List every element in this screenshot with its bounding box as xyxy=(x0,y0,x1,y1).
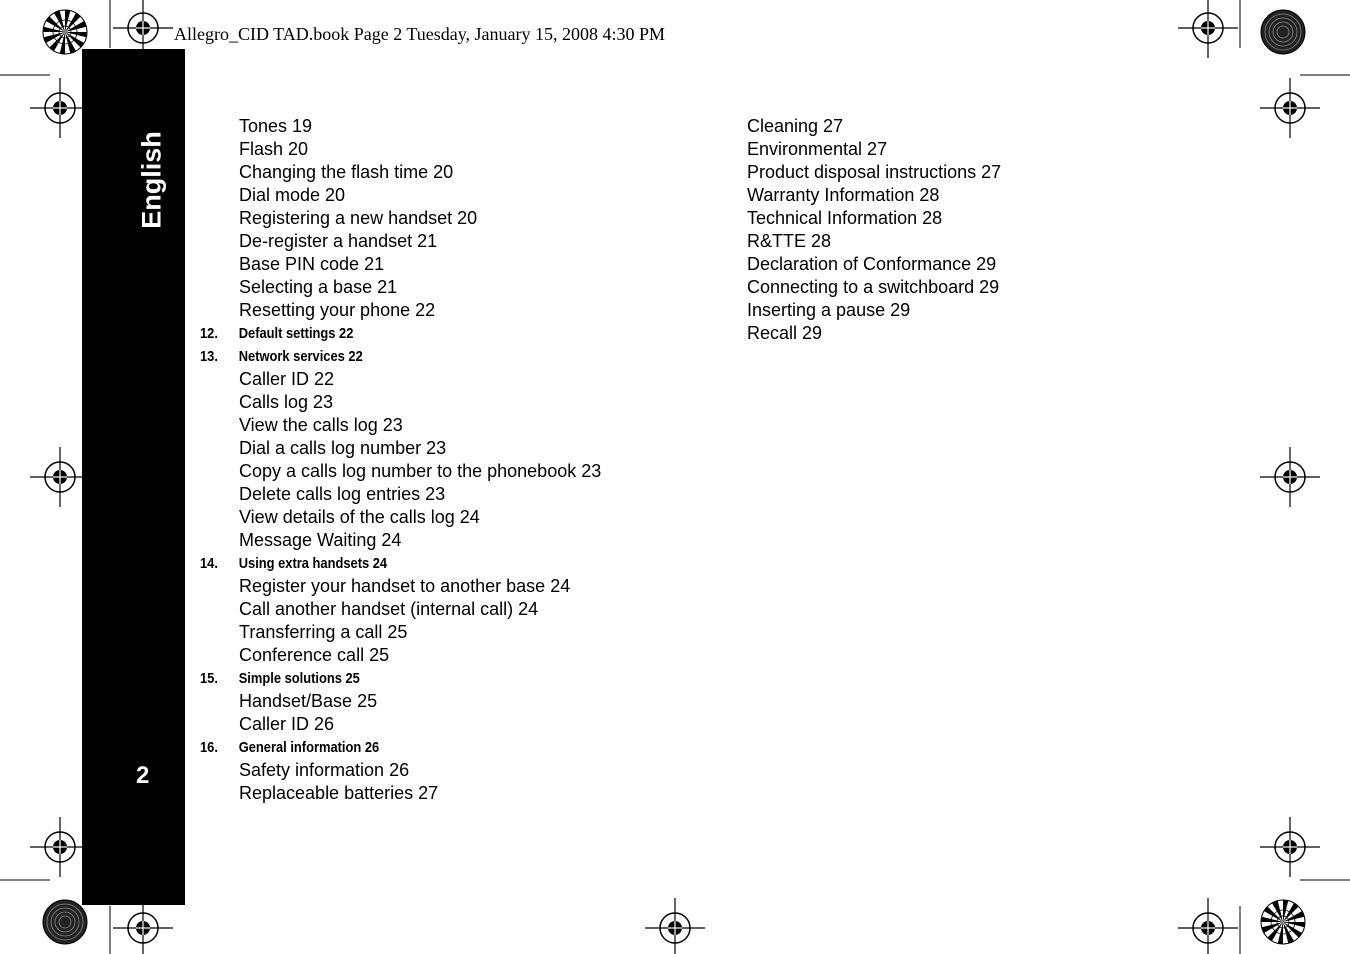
toc-entry: Call another handset (internal call) 24 xyxy=(239,599,539,619)
toc-entry: R&TTE 28 xyxy=(747,231,832,251)
toc-entry: Dial mode 20 xyxy=(239,185,346,205)
toc-entry: Message Waiting 24 xyxy=(239,530,402,550)
toc-section-heading xyxy=(200,322,545,345)
toc-entry: Connecting to a switchboard 29 xyxy=(747,277,1000,297)
toc-section-title: General information 26 xyxy=(238,739,380,756)
toc-section-number: 13. xyxy=(200,348,218,365)
sidebar-language-label: English xyxy=(136,131,167,229)
toc-entry: Warranty Information 28 xyxy=(747,185,940,205)
toc-entry: Flash 20 xyxy=(239,139,309,159)
toc-entry: Dial a calls log number 23 xyxy=(239,438,447,458)
toc-section-heading xyxy=(200,667,545,690)
toc-entry: Caller ID 26 xyxy=(239,714,335,734)
toc-entry: Changing the flash time 20 xyxy=(239,162,454,182)
toc-left-column xyxy=(200,115,601,805)
toc-section-heading xyxy=(200,552,545,575)
toc-entry: Inserting a pause 29 xyxy=(747,300,911,320)
toc-entry: Registering a new handset 20 xyxy=(239,208,478,228)
toc-entry: Handset/Base 25 xyxy=(239,691,378,711)
toc-entry: Calls log 23 xyxy=(239,392,334,412)
toc-entry: Safety information 26 xyxy=(239,760,410,780)
toc-entry: Product disposal instructions 27 xyxy=(747,162,1002,182)
toc-entry: Register your handset to another base 24 xyxy=(239,576,571,596)
toc-section-number: 12. xyxy=(200,325,218,342)
toc-entry: Declaration of Conformance 29 xyxy=(747,254,997,274)
toc-right-column xyxy=(747,115,1001,345)
toc-entry: Conference call 25 xyxy=(239,645,390,665)
toc-entry: Caller ID 22 xyxy=(239,369,335,389)
toc-entry: Selecting a base 21 xyxy=(239,277,398,297)
toc-entry: De-register a handset 21 xyxy=(239,231,438,251)
toc-entry: Tones 19 xyxy=(239,116,313,136)
toc-section-title: Network services 22 xyxy=(238,348,363,365)
toc-entry: Replaceable batteries 27 xyxy=(239,783,439,803)
toc-entry: Environmental 27 xyxy=(747,139,888,159)
toc-section-number: 15. xyxy=(200,670,218,687)
toc-entry: View details of the calls log 24 xyxy=(239,507,480,527)
toc-section-title: Using extra handsets 24 xyxy=(238,555,388,572)
toc-entry: Transferring a call 25 xyxy=(239,622,408,642)
language-sidebar xyxy=(82,49,185,905)
page-number: 2 xyxy=(136,762,150,789)
toc-entry: Recall 29 xyxy=(747,323,823,343)
toc-entry: Base PIN code 21 xyxy=(239,254,385,274)
toc-section-title: Default settings 22 xyxy=(238,325,354,342)
toc-entry: View the calls log 23 xyxy=(239,415,403,435)
toc-entry: Copy a calls log number to the phonebook 23 xyxy=(239,461,602,481)
toc-entry: Technical Information 28 xyxy=(747,208,943,228)
toc-entry: Resetting your phone 22 xyxy=(239,300,436,320)
toc-section-title: Simple solutions 25 xyxy=(238,670,360,687)
toc-section-heading xyxy=(200,345,545,368)
toc-entry: Delete calls log entries 23 xyxy=(239,484,446,504)
toc-section-number: 14. xyxy=(200,555,218,572)
toc-section-number: 16. xyxy=(200,739,218,756)
toc-section-heading xyxy=(200,736,545,759)
print-slug: Allegro_CID TAD.book Page 2 Tuesday, January 15, 2008 4:30 PM xyxy=(174,24,666,44)
toc-entry: Cleaning 27 xyxy=(747,116,844,136)
